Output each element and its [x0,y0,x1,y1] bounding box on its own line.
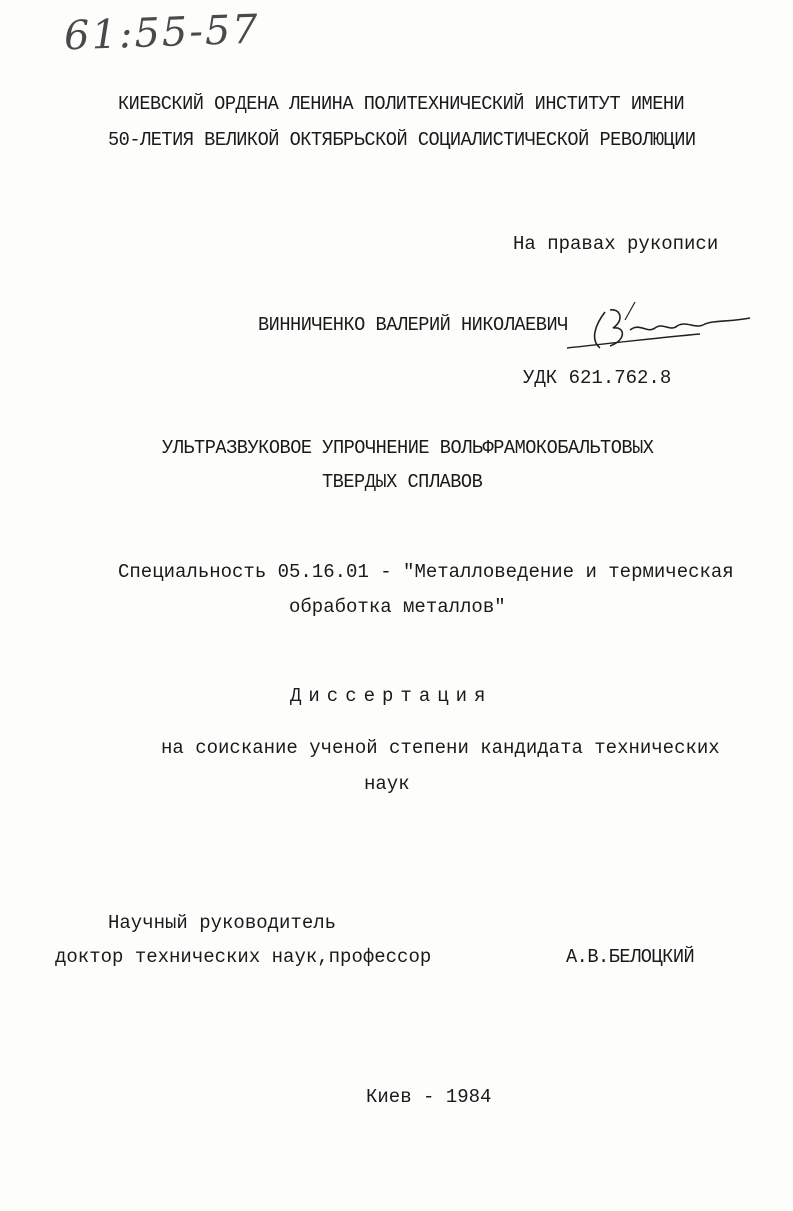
institute-line-2: 50-ЛЕТИЯ ВЕЛИКОЙ ОКТЯБРЬСКОЙ СОЦИАЛИСТИЧЕСКОЙ РЕВОЛЮЦИИ [108,129,696,151]
supervisor-rank: доктор технических наук,профессор [55,946,432,968]
supervisor-name: А.В.БЕЛОЦКИЙ [566,946,695,968]
speciality-line-2: обработка металлов" [289,596,506,618]
speciality-line-1: Специальность 05.16.01 - "Металловедение и термическая [118,561,734,583]
supervisor-role: Научный руководитель [108,912,337,934]
institute-line-1: КИЕВСКИЙ ОРДЕНА ЛЕНИНА ПОЛИТЕХНИЧЕСКИЙ ИНСТИТУТ ИМЕНИ [118,93,685,115]
degree-line-1: на соискание ученой степени кандидата технических [161,737,720,759]
document-type: Диссертация [290,685,493,707]
archive-handwritten-mark: 61:55-57 [63,6,261,60]
author-name: ВИННИЧЕНКО ВАЛЕРИЙ НИКОЛАЕВИЧ [258,314,568,336]
degree-line-2: наук [364,773,410,795]
manuscript-note: На правах рукописи [513,233,719,255]
place-and-year: Киев - 1984 [366,1086,492,1108]
author-signature [565,300,755,360]
title-line-2: ТВЕРДЫХ СПЛАВОВ [322,471,483,493]
title-line-1: УЛЬТРАЗВУКОВОЕ УПРОЧНЕНИЕ ВОЛЬФРАМОКОБАЛЬТОВЫХ [162,437,654,459]
udc-code: УДК 621.762.8 [523,367,672,389]
